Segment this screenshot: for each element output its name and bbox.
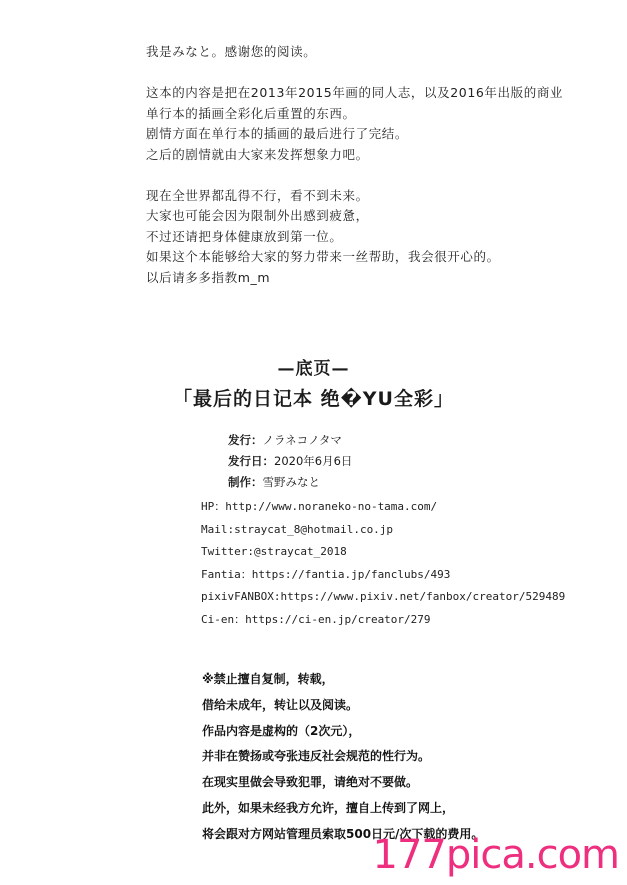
notice-line: 作品内容是虚构的（2次元）， (202, 723, 361, 738)
cien-link: Ci-en：https://ci-en.jp/creator/279 (201, 612, 431, 626)
author-row (228, 472, 352, 493)
date-row (228, 451, 352, 472)
afterword-line: 剧情方面在单行本的插画的最后进行了完结。 (146, 126, 409, 141)
book-title: 「最后的日记本 绝�YU全彩」 (173, 388, 454, 410)
notice-line: 借给未成年，转让以及阅读。 (202, 697, 359, 712)
publisher-value: ノラネコノタマ (262, 433, 342, 447)
paragraph-gap (146, 63, 566, 84)
copyright-notice (202, 667, 483, 848)
contact-links (201, 496, 565, 631)
notice-line: ※禁止擅自复制，转载， (202, 672, 334, 686)
afterword-line: 这本的内容是把在2013年2015年画的同人志，以及2016年出版的商业 (146, 85, 564, 100)
colophon-heading: —底页— (277, 359, 350, 379)
publication-info (228, 430, 352, 493)
notice-line: 在现实里做会导致犯罪，请绝对不要做。 (202, 775, 419, 790)
afterword-line: 大家也可能会因为限制外出感到疲惫， (146, 208, 369, 223)
afterword-line: 我是みなと。感谢您的阅读。 (146, 44, 317, 59)
afterword-line: 不过还请把身体健康放到第一位。 (146, 228, 343, 244)
notice-line: 此外，如果未经我方允许，擅自上传到了网上， (202, 800, 455, 815)
author-label: 制作： (228, 475, 263, 489)
afterword-line: 如果这个本能够给大家的努力带来一丝帮助，我会很开心的。 (146, 249, 500, 264)
afterword-line: 以后请多多指教m_m (146, 269, 271, 285)
notice-line: 将会跟对方网站管理员索取500日元/次下载的费用。 (202, 826, 484, 841)
date-value: 2020年6月6日 (274, 454, 353, 468)
notice-line: 并非在赞扬或夸张违反社会规范的性行为。 (202, 749, 431, 764)
publisher-label: 发行： (228, 433, 263, 447)
afterword-line: 现在全世界都乱得不行，看不到未来。 (146, 187, 369, 203)
afterword-line: 之后的剧情就由大家来发挥想象力吧。 (146, 146, 369, 162)
mail-link: Mail:straycat_8@hotmail.co.jp (201, 522, 394, 536)
date-label: 发行日： (228, 454, 274, 468)
afterword-note (146, 42, 566, 288)
author-value: 雪野みなと (262, 475, 320, 489)
homepage-link: HP：http://www.noraneko-no-tama.com/ (201, 500, 438, 513)
afterword-line: 单行本的插画全彩化后重置的东西。 (146, 105, 356, 121)
fantia-link: Fantia：https://fantia.jp/fanclubs/493 (201, 567, 451, 581)
publisher-row (228, 430, 352, 451)
fanbox-link: pixivFANBOX:https://www.pixiv.net/fanbox/creator/529489 (201, 590, 566, 603)
paragraph-gap (146, 165, 566, 186)
site-watermark: 177pica.com (372, 832, 619, 878)
twitter-link: Twitter:@straycat_2018 (201, 545, 347, 558)
